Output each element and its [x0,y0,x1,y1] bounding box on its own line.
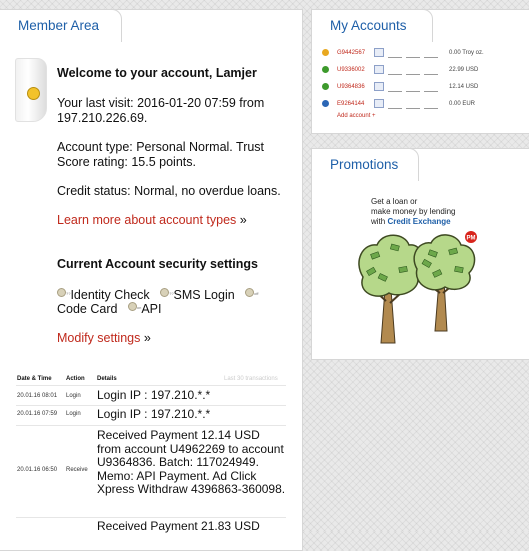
table-divider [16,517,286,518]
col-header-details: Details [97,376,117,382]
row3-action: Receive [66,467,88,473]
my-accounts-tab[interactable] [311,9,433,42]
member-area-tab[interactable] [0,9,122,42]
sms-login-state: ?? [169,291,174,296]
modify-settings-link[interactable]: Modify settings [57,331,141,345]
account-row[interactable] [322,98,522,110]
promo-line2: make money by lending [371,207,456,216]
row3-details: Received Payment 12.14 USD from account U4962269 to account U9364836. Batch: 117024949. Memo: API Payment. Ad Click Xpress Withdraw 4396863-360098. [97,428,286,496]
learn-more-link[interactable]: Learn more about account types [57,213,237,227]
table-divider [16,425,286,426]
euro-coin-icon [322,100,329,107]
credit-exchange-label: Credit Exchange [387,217,451,226]
api-label: API [141,302,162,316]
learn-more-row [57,213,289,228]
account-usage-bar [374,65,446,75]
promo-line3 [371,217,491,227]
identity-check-state: ?? [66,291,71,296]
member-area-title: Member Area [18,18,100,33]
account-usage-bar [374,99,446,109]
account-usage-bar [374,48,446,58]
money-tree-illustration[interactable] [357,231,487,346]
sms-login-label: SMS Login [173,288,235,302]
table-divider [16,385,286,386]
row4-details: Received Payment 21.83 USD [97,519,260,533]
account-row[interactable] [322,81,522,93]
account-type-text: Account type: Personal Normal. Trust Score rating: 15.5 points. [57,140,265,169]
security-heading: Current Account security settings [57,257,258,271]
account-id[interactable]: G9442567 [337,50,366,56]
last-visit-text: Your last visit: 2016-01-20 07:59 from 197.210.226.69. [57,96,265,125]
identity-check-icon [57,288,66,297]
pm-badge-icon [465,231,477,243]
row1-action: Login [66,393,81,399]
api-state: on [136,305,142,310]
promotions-title: Promotions [330,157,399,172]
col-header-date: Date & Time [17,376,52,382]
row1-details: Login IP : 197.210.*.* [97,388,211,402]
api-icon [128,302,137,311]
history-filter-link[interactable]: Last 30 transactions [224,376,278,382]
row3-date: 20.01.16 06:50 [17,467,58,473]
promo-line1: Get a loan or [371,197,418,206]
account-id[interactable]: U9364836 [337,84,365,90]
code-card-icon [245,288,254,297]
row2-details: Login IP : 197.210.*.* [97,407,211,421]
identity-check-label: Identity Check [70,288,150,302]
smiley-icon [27,87,40,100]
account-id[interactable]: U9336002 [337,67,365,73]
sms-login-icon [160,288,169,297]
my-accounts-title: My Accounts [330,18,407,33]
add-account-link[interactable]: Add account + [337,113,376,119]
gold-coin-icon [322,49,329,56]
usd-coin-icon [322,66,329,73]
credit-status-text: Credit status: Normal, no overdue loans. [57,184,281,198]
security-settings-row2 [57,301,292,317]
code-card-state: off [254,291,259,296]
account-balance: 22.99 USD [449,67,479,73]
account-balance: 0.00 EUR [449,101,476,107]
usd-coin-icon [322,83,329,90]
promo-line3-prefix: with [371,217,386,226]
modify-settings-arrow: » [143,331,151,345]
col-header-action: Action [66,376,85,382]
row2-action: Login [66,411,81,417]
table-divider [16,405,286,406]
promotions-tab[interactable] [311,148,419,181]
promotions-panel [311,148,529,360]
promo-banner-text[interactable] [371,197,491,227]
account-usage-bar [374,82,446,92]
svg-text:PM: PM [466,235,476,242]
code-card-label: Code Card [57,302,118,316]
row2-date: 20.01.16 07:59 [17,411,58,417]
account-id[interactable]: E9264144 [337,101,365,107]
account-balance: 12.14 USD [449,84,479,90]
account-row[interactable] [322,64,522,76]
learn-more-arrow: » [239,213,247,227]
modify-settings-row [57,331,289,346]
user-avatar [15,58,47,122]
account-row[interactable] [322,47,522,59]
account-balance: 0.00 Troy oz. [449,50,484,56]
row1-date: 20.01.16 08:01 [17,393,58,399]
welcome-heading: Welcome to your account, Lamjer [57,66,257,80]
